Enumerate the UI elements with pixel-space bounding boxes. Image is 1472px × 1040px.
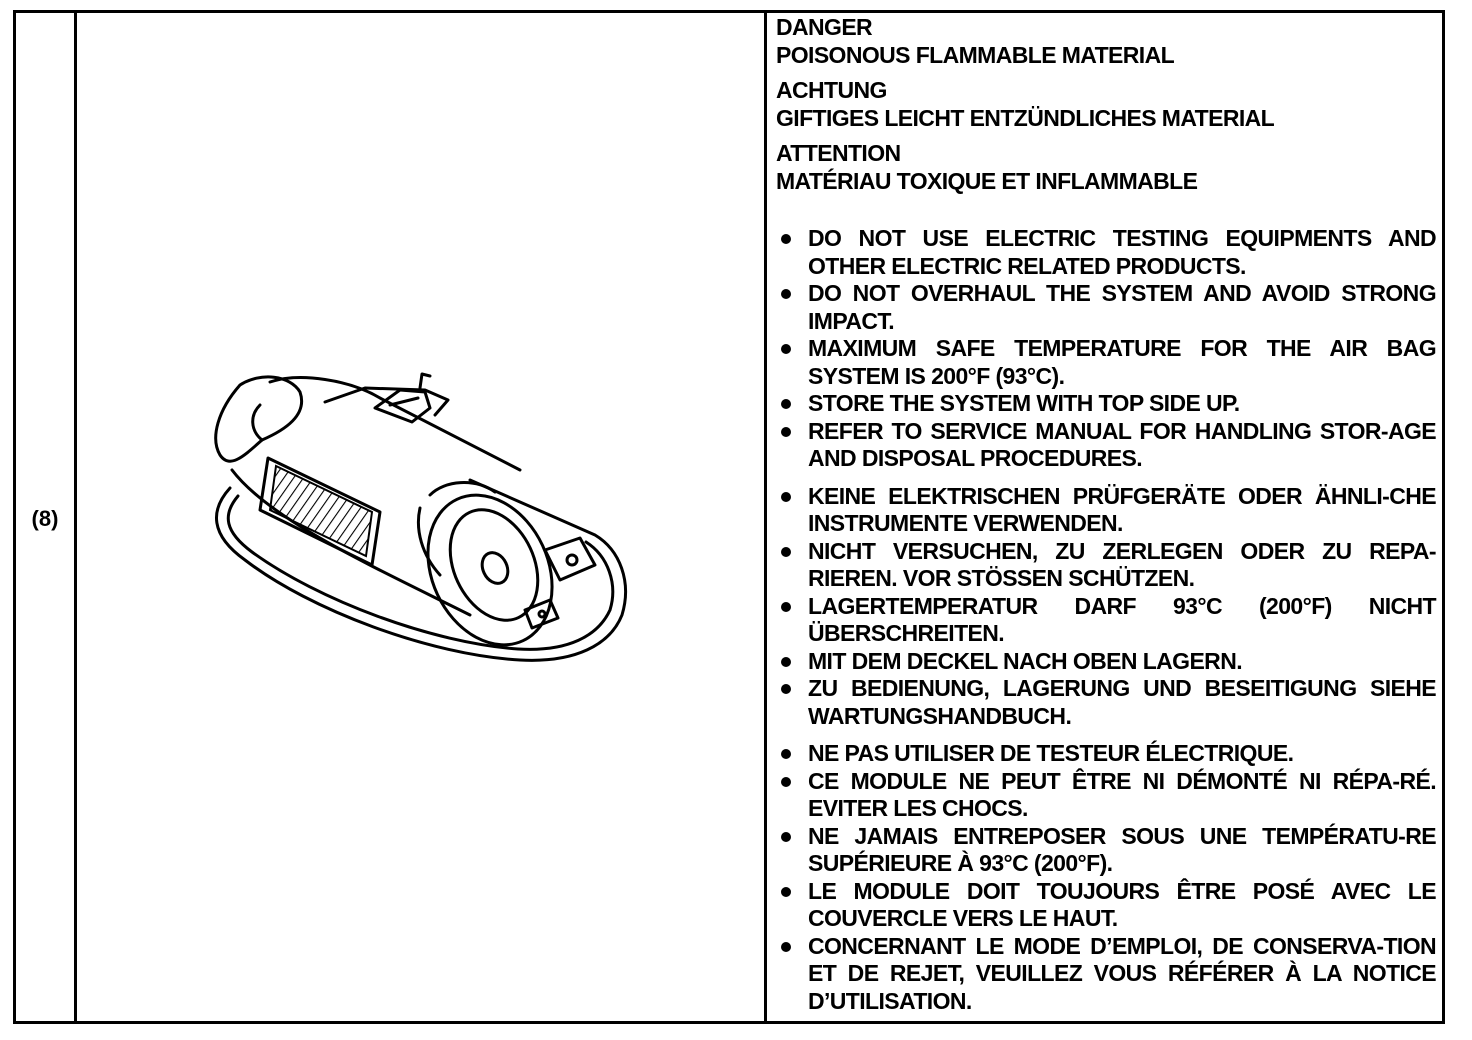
list-item: CONCERNANT LE MODE D’EMPLOI, DE CONSERVA-TION ET DE REJET, VEUILLEZ VOUS RÉFÉRER À LA NOTICE D’UTILISATION. (776, 933, 1436, 1016)
list-item: CE MODULE NE PEUT ÊTRE NI DÉMONTÉ NI RÉPA-RÉ. EVITER LES CHOCS. (776, 768, 1436, 823)
header-title: ACHTUNG (776, 77, 887, 103)
list-item: LAGERTEMPERATUR DARF 93°C (200°F) NICHT ÜBERSCHREITEN. (776, 593, 1436, 648)
list-item: DO NOT USE ELECTRIC TESTING EQUIPMENTS AND OTHER ELECTRIC RELATED PRODUCTS. (776, 225, 1436, 280)
column-divider (764, 10, 767, 1024)
airbag-module-illustration (190, 360, 650, 670)
header-title: DANGER (776, 14, 873, 40)
list-item: STORE THE SYSTEM WITH TOP SIDE UP. (776, 390, 1436, 418)
list-item: REFER TO SERVICE MANUAL FOR HANDLING STOR-AGE AND DISPOSAL PROCEDURES. (776, 418, 1436, 473)
warning-header-de (776, 77, 1436, 132)
list-item: MIT DEM DECKEL NACH OBEN LAGERN. (776, 648, 1436, 676)
warning-text-column (776, 14, 1436, 1015)
list-item: ZU BEDIENUNG, LAGERUNG UND BESEITIGUNG SIEHE WARTUNGSHANDBUCH. (776, 675, 1436, 730)
header-subtitle: MATÉRIAU TOXIQUE ET INFLAMMABLE (776, 167, 1198, 194)
list-item: NICHT VERSUCHEN, ZU ZERLEGEN ODER ZU REPA-RIEREN. VOR STÖSSEN SCHÜTZEN. (776, 538, 1436, 593)
bullet-list-french (776, 740, 1436, 1015)
column-divider (74, 10, 77, 1024)
header-subtitle: GIFTIGES LEICHT ENTZÜNDLICHES MATERIAL (776, 104, 1275, 131)
bullet-list-german (776, 483, 1436, 731)
header-title: ATTENTION (776, 140, 901, 166)
list-item: KEINE ELEKTRISCHEN PRÜFGERÄTE ODER ÄHNLI-CHE INSTRUMENTE VERWENDEN. (776, 483, 1436, 538)
item-number: (8) (31, 506, 59, 531)
list-item: NE PAS UTILISER DE TESTEUR ÉLECTRIQUE. (776, 740, 1436, 768)
header-subtitle: POISONOUS FLAMMABLE MATERIAL (776, 41, 1175, 68)
bullet-list-english (776, 225, 1436, 473)
list-item: DO NOT OVERHAUL THE SYSTEM AND AVOID STRONG IMPACT. (776, 280, 1436, 335)
warning-header-fr (776, 140, 1436, 195)
list-item: NE JAMAIS ENTREPOSER SOUS UNE TEMPÉRATU-RE SUPÉRIEURE À 93°C (200°F). (776, 823, 1436, 878)
list-item: LE MODULE DOIT TOUJOURS ÊTRE POSÉ AVEC LE COUVERCLE VERS LE HAUT. (776, 878, 1436, 933)
list-item: MAXIMUM SAFE TEMPERATURE FOR THE AIR BAG SYSTEM IS 200°F (93°C). (776, 335, 1436, 390)
warning-header-en (776, 14, 1436, 69)
